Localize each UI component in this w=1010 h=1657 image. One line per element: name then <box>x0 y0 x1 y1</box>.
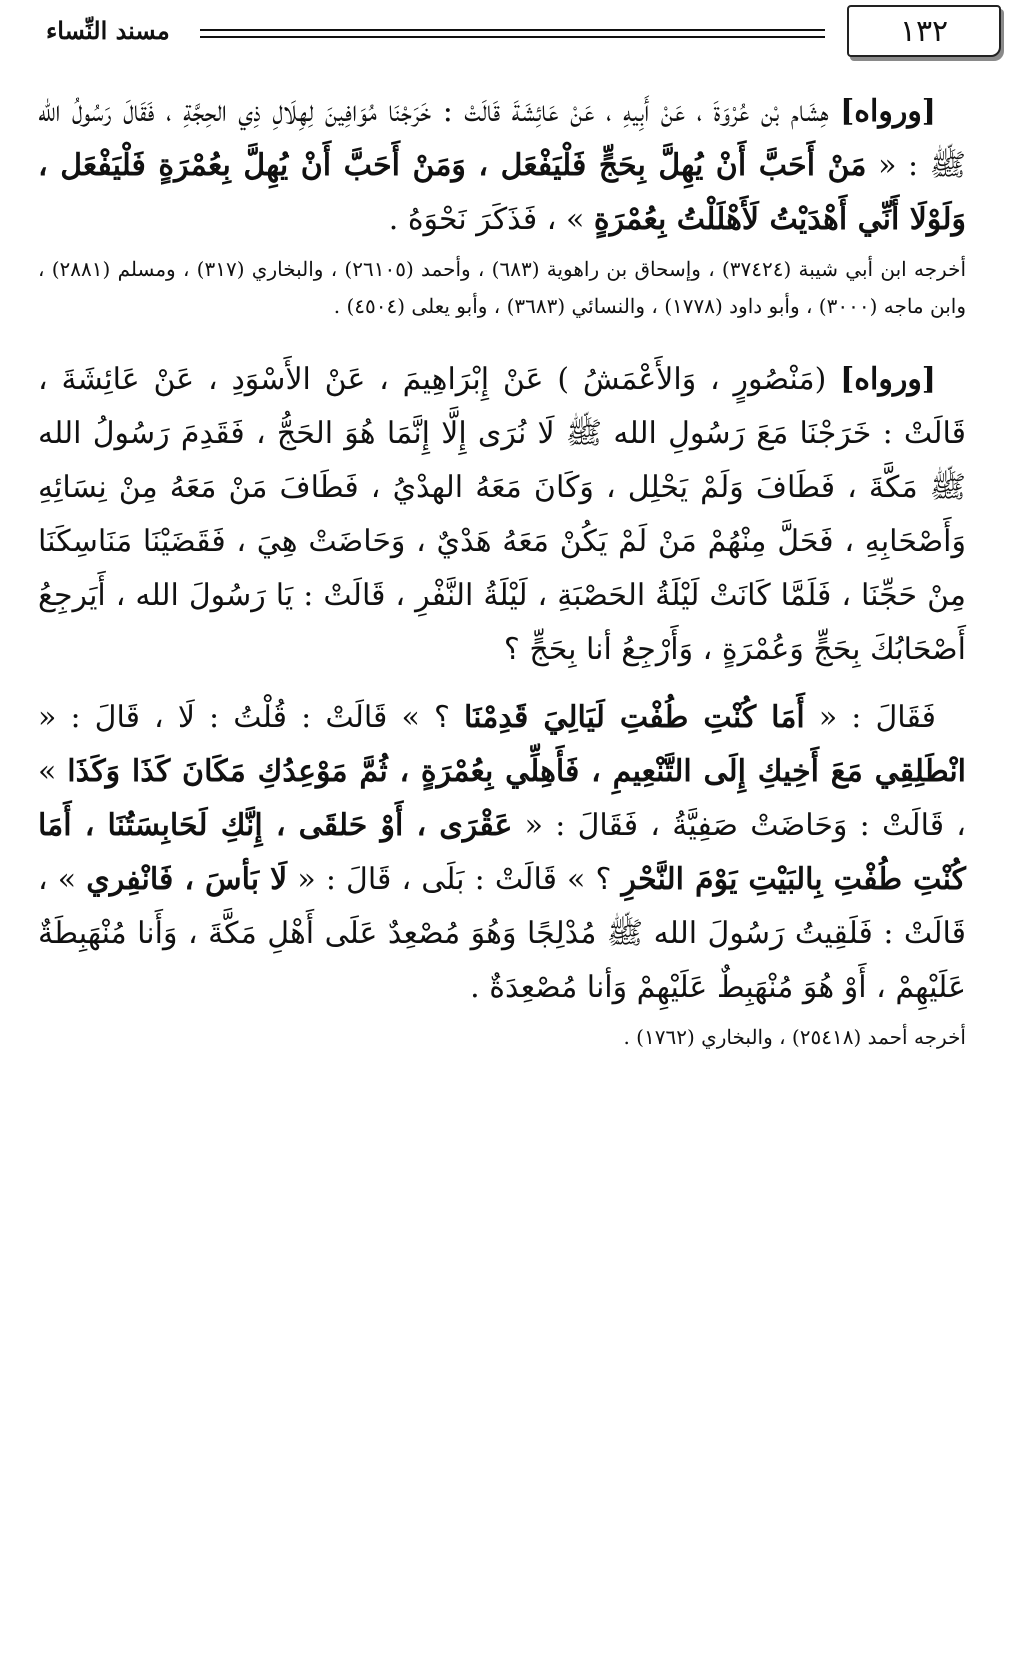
page-number-box <box>847 5 1001 57</box>
hadith-paragraph-1 <box>38 85 966 247</box>
hadith-paragraph-3 <box>38 691 966 1015</box>
narration-lead: [ورواه] <box>840 362 936 397</box>
prophetic-quote: لَا بَأسَ ، فَانْفِري <box>86 862 288 897</box>
takhrij-note-2: أخرجه أحمد (٢٥٤١٨) ، والبخاري (١٧٦٢) . <box>623 1025 966 1049</box>
page-header <box>30 0 985 70</box>
header-rule <box>200 0 825 60</box>
narration-text: ؟ » قَالَتْ : قُلْتُ : لَا ، قَالَ : « <box>38 700 450 735</box>
narration-text: فَقَالَ : « <box>818 700 936 735</box>
narration-text: ؟ » قَالَتْ : بَلَى ، قَالَ : « <box>297 862 612 897</box>
hadith-paragraph-2 <box>38 353 966 677</box>
prophetic-quote: عَقْرَى ، أَوْ حَلقَى ، إِنَّكِ لَحَابِسَتُنَا ، أَمَا كُنْتِ طُفْتِ بِالبَيْتِ يَوْمَ النَّحْرِ <box>38 808 966 897</box>
narration-lead: [ورواه] <box>840 94 936 129</box>
running-title: مسند النِّساء <box>30 13 170 49</box>
prophetic-quote: مَنْ أَحَبَّ أَنْ يُهِلَّ بِحَجٍّ فَلْيَفْعَل ، وَمَنْ أَحَبَّ أَنْ يُهِلَّ بِعُمْرَةٍ فَلْيَفْعَل ، وَلَوْلَا أَنِّي أَهْدَيْتُ لَأَهْلَلْتُ بِعُمْرَةٍ <box>38 148 966 237</box>
page-body <box>38 85 966 1056</box>
header-rule-line <box>200 29 825 31</box>
prophetic-quote: انْطَلِقِي مَعَ أَخِيكِ إِلَى التَّنْعِيمِ ، فَأَهِلِّي بِعُمْرَةٍ ، ثُمَّ مَوْعِدُكِ مَكَانَ كَذَا وَكَذَا <box>67 754 966 789</box>
narration-text: (مَنْصُورٍ ، وَالأَعْمَشُ ) عَنْ إِبْرَاهِيمَ ، عَنْ الأَسْوَدِ ، عَنْ عَائِشَةَ ، قَالَتْ : خَرَجْنَا مَعَ رَسُولِ الله ﷺ لَا نُرَى إِلَّا إِنَّمَا هُوَ الحَجُّ ، فَقَدِمَ رَسُولُ الله ﷺ مَكَّةَ ، فَطَافَ وَلَمْ يَحْلِل ، وَكَانَ مَعَهُ الهدْيُ ، فَطَافَ مَنْ مَعَهُ مِنْ نِسَائِهِ وَأَصْحَابِهِ ، فَحَلَّ مِنْهُمْ مَنْ لَمْ يَكُنْ مَعَهُ هَدْيٌ ، وَحَاضَتْ هِيَ ، فَقَضَيْنَا مَنَاسِكَنَا مِنْ حَجِّنَا ، فَلَمَّا كَانَتْ لَيْلَةُ الحَصْبَةِ ، لَيْلَةُ النَّفْرِ ، قَالَتْ : يَا رَسُولَ الله ، أَيَرجِعُ أَصْحَابُكَ بِحَجٍّ وَعُمْرَةٍ ، وَأَرْجِعُ أنا بِحَجٍّ ؟ <box>38 362 966 667</box>
narration-text: هِشَام بْن عُرْوَةَ ، عَنْ أَبِيهِ ، عَنْ عَائِشَةَ قَالَتْ : خَرَجْنَا مُوَافِينَ لِهِلَالِ ذِي الحِجَّةِ ، فَقَالَ رَسُولُ الله ﷺ : « <box>38 94 966 183</box>
prophetic-quote: أَمَا كُنْتِ طُفْتِ لَيَالِيَ قَدِمْنَا <box>464 700 805 735</box>
narration-text: » ، قَالَتْ : وَحَاضَتْ صَفِيَّةُ ، فَقَالَ : « <box>38 754 966 843</box>
narration-text: » ، فَذَكَرَ نَحْوَهُ . <box>388 202 585 237</box>
takhrij-note-1: أخرجه ابن أبي شيبة (٣٧٤٢٤) ، وإسحاق بن راهوية (٦٨٣) ، وأحمد (٢٦١٠٥) ، والبخاري (٣١٧) ، ومسلم (٢٨٨١) ، وابن ماجه (٣٠٠٠) ، وأبو داود (١٧٧٨) ، والنسائي (٣٦٨٣) ، وأبو يعلى (٤٥٠٤) . <box>38 257 967 318</box>
narration-text: » ، قَالَتْ : فَلَقِيتُ رَسُولَ الله ﷺ مُدْلِجًا وَهُوَ مُصْعِدٌ عَلَى أَهْلِ مَكَّةَ ، وَأَنا مُنْهَبِطَةٌ عَلَيْهِمْ ، أَوْ هُوَ مُنْهَبِطٌ عَلَيْهِمْ وَأنا مُصْعِدَةٌ . <box>38 862 967 1005</box>
header-rule-line <box>200 36 825 38</box>
page-number: ١٣٢ <box>899 13 949 49</box>
